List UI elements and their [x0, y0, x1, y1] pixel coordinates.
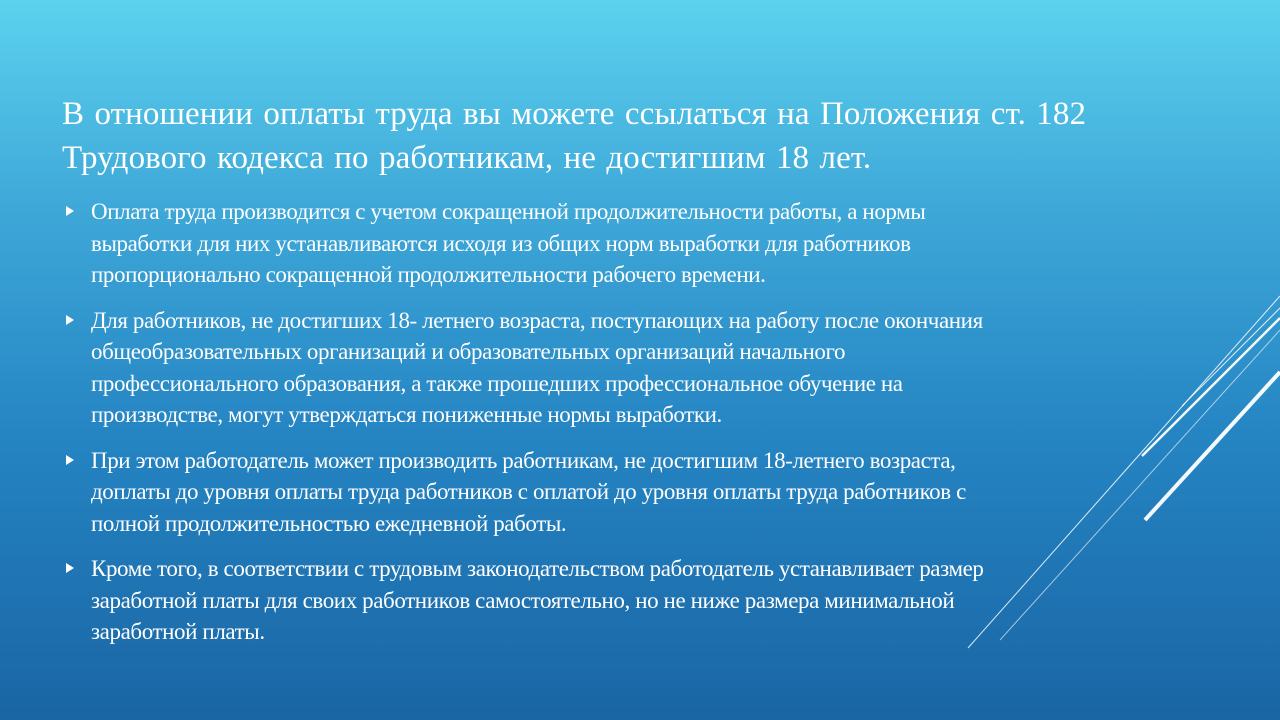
- slide-title-line: Трудового кодекса по работникам, не достигшим 18 лет.: [62, 140, 872, 176]
- bullet-line: общеобразовательных организаций и образовательных организаций начального: [91, 339, 846, 364]
- bullet-line: заработной платы для своих работников самостоятельно, но не ниже размера минимальной: [91, 587, 955, 613]
- bullet-text: [91, 196, 1194, 291]
- bullet-line: Кроме того, в соответствии с трудовым законодательством работодатель устанавливает размер: [91, 556, 984, 581]
- triangle-bullet-icon: [66, 206, 74, 216]
- triangle-bullet-icon: [66, 315, 74, 325]
- triangle-bullet-icon: [66, 563, 74, 573]
- bullet-item: [64, 553, 1194, 648]
- bullet-line: При этом работодатель может производить работникам, не достигшим 18-летнего возраста,: [91, 447, 956, 473]
- bullet-item: [64, 196, 1194, 291]
- slide-title-line: В отношении оплаты труда вы можете ссылаться на Положения ст. 182: [62, 96, 1087, 132]
- bullet-text: [91, 553, 1194, 648]
- bullet-line: выработки для них устанавливаются исходя из общих норм выработки для работников: [91, 230, 911, 256]
- slide-title: [62, 92, 1212, 180]
- bullet-list: [64, 196, 1194, 662]
- bullet-line: пропорционально сокращенной продолжительности рабочего времени.: [91, 262, 766, 287]
- bullet-item: [64, 305, 1194, 431]
- bullet-line: Для работников, не достигших 18- летнего возраста, поступающих на работу после окончания: [91, 307, 983, 333]
- triangle-bullet-icon: [66, 455, 74, 465]
- bullet-line: производстве, могут утверждаться пониженные нормы выработки.: [91, 402, 722, 427]
- bullet-line: доплаты до уровня оплаты труда работников с оплатой до уровня оплаты труда работников с: [91, 479, 966, 504]
- bullet-text: [91, 445, 1194, 540]
- bullet-line: полной продолжительностью ежедневной работы.: [91, 510, 567, 536]
- bullet-text: [91, 305, 1194, 431]
- bullet-line: Оплата труда производится с учетом сокращенной продолжительности работы, а нормы: [91, 199, 926, 224]
- bullet-line: заработной платы.: [91, 619, 265, 644]
- bullet-line: профессионального образования, а также прошедших профессиональное обучение на: [91, 370, 903, 396]
- bullet-item: [64, 445, 1194, 540]
